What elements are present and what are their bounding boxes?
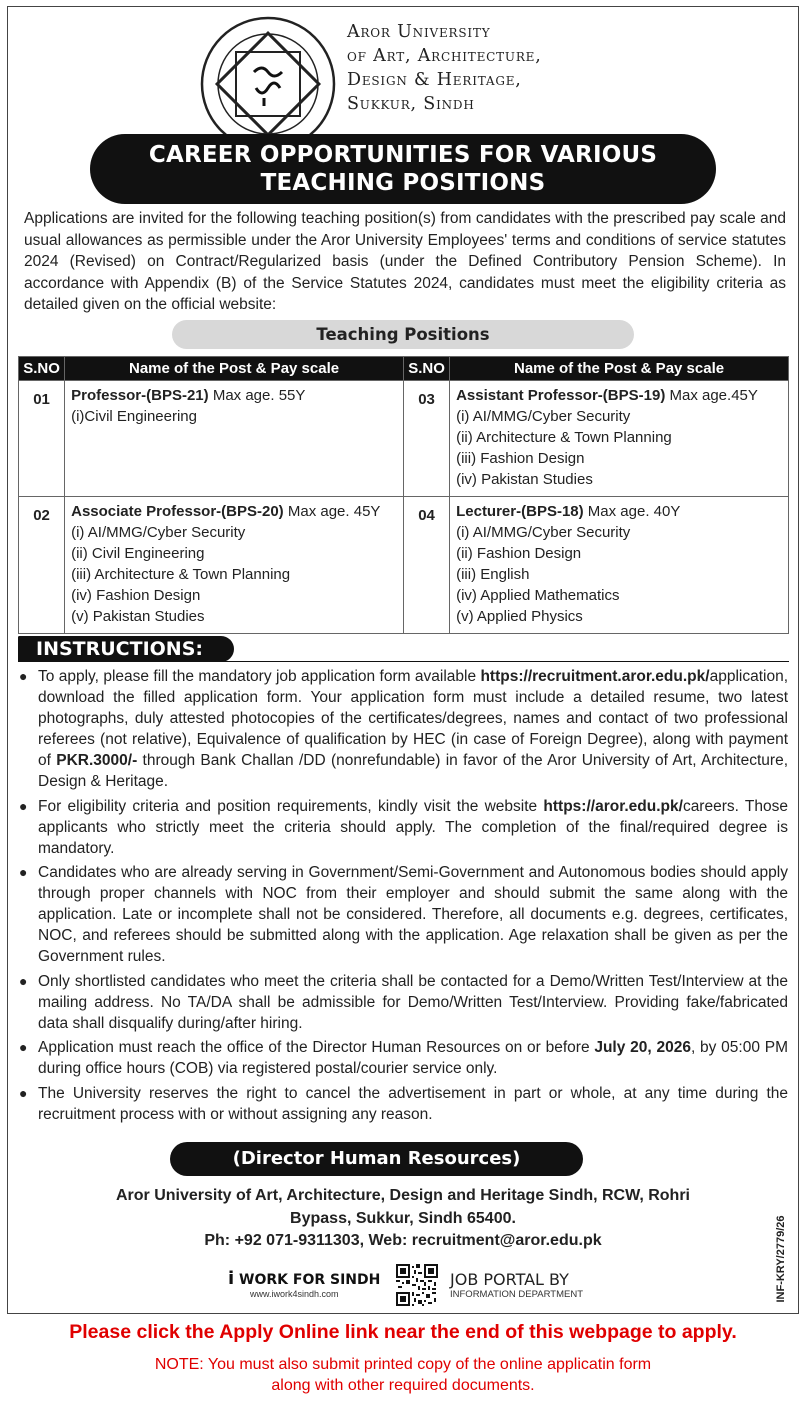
apply-online-note: Please click the Apply Online link near the end of this webpage to apply. <box>69 1321 737 1343</box>
banner-title-line: CAREER OPPORTUNITIES FOR VARIOUS <box>148 142 658 168</box>
serial-number: 01 <box>19 381 65 497</box>
iwork-title: WORK FOR SINDH <box>239 1272 381 1288</box>
qr-code-icon <box>396 1264 438 1306</box>
table-row <box>19 381 789 497</box>
bullet-icon: ● <box>19 864 28 880</box>
portal-subtitle: INFORMATION DEPARTMENT <box>450 1289 583 1300</box>
instructions-heading: INSTRUCTIONS: <box>18 636 234 662</box>
note-line: NOTE: You must also submit printed copy of the online applicatin form <box>154 1356 652 1373</box>
post-title: Lecturer-(BPS-18) <box>456 503 584 520</box>
banner-title-line: TEACHING POSITIONS <box>260 170 546 196</box>
university-name-line: of Art, Architecture, <box>347 46 542 66</box>
discipline-item: (v) Pakistan Studies <box>71 608 205 625</box>
contact-info: Ph: +92 071-9311303, Web: recruitment@aror.edu.pk <box>204 1232 602 1249</box>
iwork-mark-icon: i <box>228 1268 235 1289</box>
table-header-row <box>19 357 789 381</box>
bullet-icon: ● <box>19 1084 28 1101</box>
positions-table <box>18 356 789 634</box>
discipline-item: (i) AI/MMG/Cyber Security <box>71 524 246 541</box>
deadline-date: July 20, 2026 <box>594 1039 691 1056</box>
discipline-item: (iv) Pakistan Studies <box>456 471 593 488</box>
discipline-item: (ii) Civil Engineering <box>71 545 205 562</box>
discipline-item: (i) AI/MMG/Cyber Security <box>456 408 631 425</box>
max-age: Max age. 40Y <box>583 503 681 520</box>
careers-link[interactable]: https://aror.edu.pk/ <box>543 797 683 815</box>
bullet-icon: ● <box>19 668 28 684</box>
column-header: Name of the Post & Pay scale <box>450 357 789 381</box>
instruction-item: ● The University reserves the right to cancel the advertisement in part or whole, at any time during the recruitment process with or without assigning any reason. <box>19 1084 788 1123</box>
bullet-icon: ● <box>19 972 28 989</box>
reference-code: INF-KRY/2779/26 <box>775 1215 787 1303</box>
post-cell <box>450 381 789 497</box>
discipline-item: (v) Applied Physics <box>456 608 583 625</box>
serial-number: 03 <box>403 381 449 497</box>
serial-number: 04 <box>403 497 449 634</box>
fee-amount: PKR.3000/- <box>56 752 138 769</box>
discipline-item: (i)Civil Engineering <box>71 408 197 425</box>
university-name <box>347 20 542 116</box>
submit-copy-note <box>0 1355 806 1396</box>
post-title: Assistant Professor-(BPS-19) <box>456 387 666 404</box>
instruction-item: ● For eligibility criteria and position requirements, kindly visit the website https://aror.edu.pk/careers. Those applicants who strictly meet the criteria should apply. The completion of the final/required degree is mandatory. <box>19 797 788 857</box>
discipline-item: (iv) Fashion Design <box>71 587 201 604</box>
post-cell <box>450 497 789 634</box>
note-line: along with other required documents. <box>271 1376 535 1394</box>
table-row <box>19 497 789 634</box>
discipline-item: (i) AI/MMG/Cyber Security <box>456 524 631 541</box>
discipline-item: (ii) Fashion Design <box>456 545 582 562</box>
column-header: S.NO <box>403 357 449 381</box>
serial-number: 02 <box>19 497 65 634</box>
university-name-line: Sukkur, Sindh <box>347 94 475 114</box>
university-name-line: Aror University <box>347 22 491 42</box>
post-title: Professor-(BPS-21) <box>71 387 209 404</box>
positions-heading: Teaching Positions <box>172 320 634 349</box>
column-header: S.NO <box>19 357 65 381</box>
bullet-icon: ● <box>19 1039 28 1055</box>
address <box>60 1184 746 1230</box>
post-cell <box>65 381 404 497</box>
address-line: Bypass, Sukkur, Sindh 65400. <box>290 1210 516 1227</box>
bullet-icon: ● <box>19 797 28 814</box>
instruction-item: ● Application must reach the office of the Director Human Resources on or before July 20, 2026, by 05:00 PM during office hours (COB) via registered postal/courier service only. <box>19 1039 788 1077</box>
discipline-item: (iii) English <box>456 566 530 583</box>
discipline-item: (ii) Architecture & Town Planning <box>456 429 672 446</box>
instruction-item: ● Candidates who are already serving in Government/Semi-Government and Autonomous bodies should apply through proper channels with NOC from their employer and should submit the same along with the application. Late or incomplete shall not be considered. Therefore, all documents e.g. degrees, certificates, NOC, and referees should be submitted along with the application. Age relaxation shall be given as per the Government rules. <box>19 864 788 965</box>
instruction-item: ● To apply, please fill the mandatory job application form available https://recruitment.aror.edu.pk/application, download the filled application form. Your application form must include a detailed resume, two latest photographs, duly attested photocopies of the certificates/degrees, names and contact of two professional referees (not relative), Equivalence of qualification by HEC (in case of Foreign Degree), along with payment of PKR.3000/- through Bank Challan /DD (nonrefundable) in favor of the Aror University of Art, Architecture, Design & Heritage. <box>19 668 789 790</box>
column-header: Name of the Post & Pay scale <box>65 357 404 381</box>
discipline-item: (iii) Architecture & Town Planning <box>71 566 291 583</box>
iwork-for-sindh-logo <box>228 1270 388 1308</box>
job-portal-credit <box>450 1270 620 1301</box>
max-age: Max age. 45Y <box>283 503 381 520</box>
iwork-url[interactable]: www.iwork4sindh.com <box>250 1289 339 1299</box>
director-title: (Director Human Resources) <box>170 1142 583 1176</box>
discipline-item: (iv) Applied Mathematics <box>456 587 620 604</box>
post-title: Associate Professor-(BPS-20) <box>71 503 284 520</box>
instructions-list <box>18 666 788 1128</box>
intro-paragraph: Applications are invited for the following teaching position(s) from candidates with the prescribed pay scale and usual allowances as permissible under the Aror University Employees' terms and conditions of service statutes 2024 (Revised) on Contract/Regularized basis (under the Defined Contributory Pension Scheme). In accordance with Appendix (B) of the Service Statutes 2024, candidates must meet the eligibility criteria as detailed given on the official website: <box>24 210 786 313</box>
max-age: Max age. 55Y <box>208 387 306 404</box>
university-name-line: Design & Heritage, <box>347 70 522 90</box>
application-link[interactable]: https://recruitment.aror.edu.pk/ <box>480 668 710 685</box>
address-line: Aror University of Art, Architecture, Design and Heritage Sindh, RCW, Rohri <box>115 1187 690 1204</box>
instructions-divider <box>18 661 789 662</box>
max-age: Max age.45Y <box>665 387 758 404</box>
university-seal-icon <box>198 14 338 154</box>
career-banner <box>90 134 716 204</box>
portal-title: JOB PORTAL BY <box>450 1270 569 1289</box>
discipline-item: (iii) Fashion Design <box>456 450 585 467</box>
post-cell <box>65 497 404 634</box>
instruction-item: ● Only shortlisted candidates who meet the criteria shall be contacted for a Demo/Written Test/Interview at the mailing address. No TA/DA shall be admissible for Demo/Written Test/Interview. Providing fake/fabricated data shall disqualify during/after hiring. <box>19 972 788 1032</box>
